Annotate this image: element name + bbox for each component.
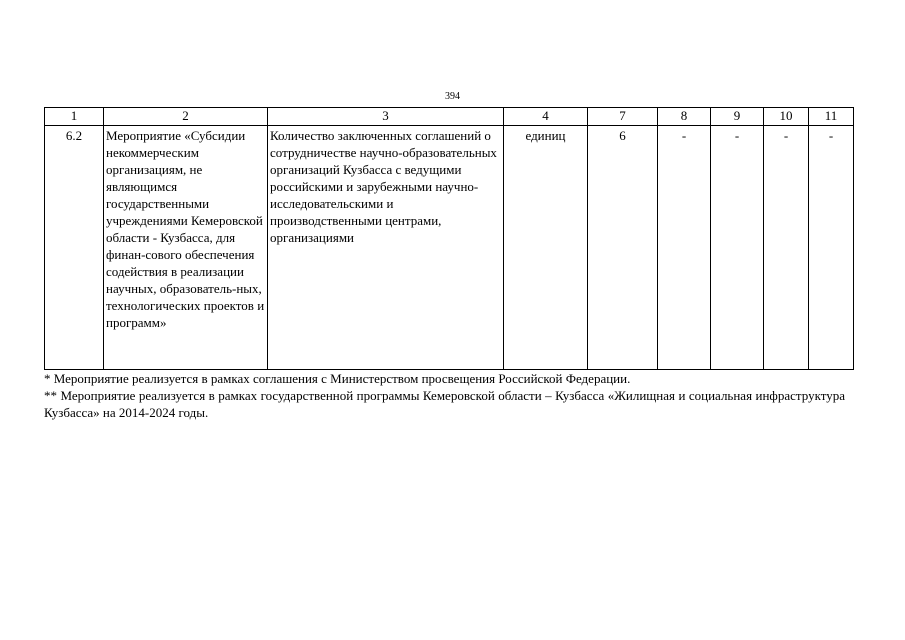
value-cell-7: 6 bbox=[588, 126, 658, 370]
header-cell: 9 bbox=[711, 108, 764, 126]
header-cell: 2 bbox=[104, 108, 268, 126]
header-cell: 11 bbox=[809, 108, 854, 126]
table-row bbox=[45, 126, 854, 370]
header-cell: 8 bbox=[658, 108, 711, 126]
unit-cell: единиц bbox=[504, 126, 588, 370]
header-cell: 10 bbox=[764, 108, 809, 126]
value-cell-10: - bbox=[764, 126, 809, 370]
footnotes bbox=[44, 370, 845, 421]
value-cell-8: - bbox=[658, 126, 711, 370]
value-cell-11: - bbox=[809, 126, 854, 370]
header-cell: 4 bbox=[504, 108, 588, 126]
indicator-cell: Количество заключенных соглашений о сотрудничестве научно-образовательных организаций Кузбасса с ведущими российскими и зарубежными научно-исследовательскими и производственными центрами, организациями bbox=[268, 126, 504, 370]
value-cell-9: - bbox=[711, 126, 764, 370]
header-cell: 1 bbox=[45, 108, 104, 126]
row-number-cell: 6.2 bbox=[45, 126, 104, 370]
table-header-row bbox=[45, 108, 854, 126]
page-number: 394 bbox=[445, 91, 460, 102]
header-cell: 3 bbox=[268, 108, 504, 126]
event-cell: Мероприятие «Субсидии некоммерческим организациям, не являющимся государственными учреждениями Кемеровской области - Кузбасса, для финан-сового обеспечения содействия в реализации научных, образователь-ных, технологических проектов и программ» bbox=[104, 126, 268, 370]
footnote: ** Мероприятие реализуется в рамках государственной программы Кемеровской области – Кузбасса «Жилищная и социальная инфраструктура Кузбасса» на 2014-2024 годы. bbox=[44, 388, 845, 420]
footnote: * Мероприятие реализуется в рамках соглашения с Министерством просвещения Российской Федерации. bbox=[44, 371, 631, 386]
indicators-table bbox=[44, 107, 854, 370]
header-cell: 7 bbox=[588, 108, 658, 126]
